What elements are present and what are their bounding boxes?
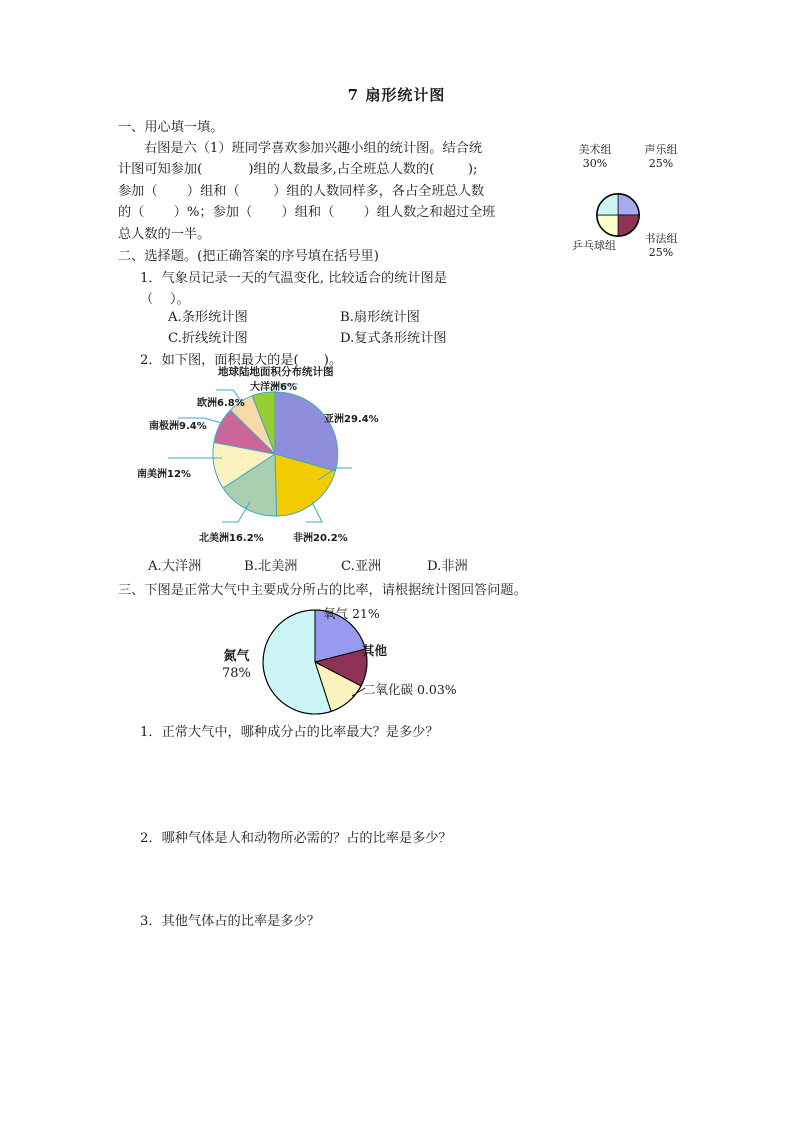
atmosphere-label-yangqi: 氧气 21% <box>323 606 380 621</box>
section3-question-1: 1．正常大气中，哪种成分占的比率最大？是多少？ <box>140 725 439 740</box>
interest-label-shengyue <box>634 143 688 171</box>
q2-option-a[interactable] <box>148 557 201 577</box>
q1-option-b-text: 扇形统计图 <box>353 310 420 325</box>
q2-option-c-key: C. <box>341 559 355 574</box>
section3-question-3: 3．其他气体占的比率是多少？ <box>140 914 320 929</box>
section3-heading: 三、下图是正常大气中主要成分所占的比率，请根据统计图回答问题。 <box>118 583 527 598</box>
q2-line1: 2．如下图，面积最大的是( )。 <box>140 353 343 368</box>
interest-groups-chart <box>540 135 730 275</box>
section3-question-2: 2．哪种气体是人和动物所必需的？占的比率是多少？ <box>140 831 452 846</box>
interest-label-shengyue-name: 声乐组 <box>644 143 678 156</box>
section2-heading: 二、选择题。(把正确答案的序号填在括号里) <box>118 249 379 264</box>
q1-option-a-key: A. <box>168 310 182 325</box>
q1-option-b-key: B. <box>340 310 354 325</box>
q1-option-d-key: D. <box>340 331 355 346</box>
q1-option-c-key: C. <box>168 331 182 346</box>
section1-para-line-1: 右图是六（1）班同学喜欢参加兴趣小组的统计图。结合统 <box>144 141 483 156</box>
interest-label-pingpang <box>564 239 624 253</box>
page-title: 7 扇形统计图 <box>347 86 446 104</box>
interest-label-pingpang-name: 乒乓球组 <box>572 239 616 252</box>
atmosphere-label-eryanghuatan: 二氧化碳 0.03% <box>363 682 457 697</box>
land-area-chart-title: 地球陆地面积分布统计图 <box>218 366 334 378</box>
interest-label-shufa-name: 书法组 <box>644 232 678 245</box>
atmosphere-label-qita: 其他 <box>362 643 388 658</box>
atmosphere-chart <box>205 600 495 705</box>
q1-option-c-text: 折线统计图 <box>181 331 248 346</box>
atmosphere-label-danqi: 氮气 78% <box>222 649 251 681</box>
q2-option-a-key: A. <box>148 559 162 574</box>
interest-label-meishu-name: 美术组 <box>578 143 612 156</box>
q2-option-c[interactable] <box>341 557 381 577</box>
q2-option-c-text: 亚洲 <box>354 559 382 574</box>
interest-label-shufa <box>634 232 688 260</box>
land-label-beimeizhou: 北美洲16.2% <box>199 533 264 544</box>
section1-heading: 一、用心填一填。 <box>118 120 224 135</box>
q2-option-d-text: 非洲 <box>441 559 468 574</box>
section1-para-line-4: 的（ ）%；参加（ ）组和（ ）组人数之和超过全班 <box>118 205 496 220</box>
q1-line2: （ ）。 <box>140 292 190 307</box>
q1-option-d-text: 复式条形统计图 <box>354 331 447 346</box>
q2-option-b[interactable] <box>244 557 297 577</box>
q2-option-d-key: D. <box>427 559 442 574</box>
interest-label-meishu <box>568 143 622 171</box>
q2-option-b-text: 北美洲 <box>257 559 298 574</box>
interest-label-shufa-pct: 25% <box>648 246 674 259</box>
q1-option-c[interactable] <box>168 329 248 349</box>
interest-label-meishu-pct: 30% <box>582 157 608 170</box>
land-label-ouzhou: 欧洲6.8% <box>197 398 245 409</box>
interest-label-shengyue-pct: 25% <box>648 157 674 170</box>
q1-line1: 1．气象员记录一天的气温变化, 比较适合的统计图是 <box>140 271 447 286</box>
land-label-nanmeizhou: 南美洲12% <box>137 469 191 480</box>
q1-option-d[interactable] <box>340 329 447 349</box>
land-label-feizhou: 非洲20.2% <box>293 533 348 544</box>
section1-para-line-5: 总人数的一半。 <box>118 227 211 242</box>
q1-option-a-text: 条形统计图 <box>181 310 248 325</box>
q2-option-a-text: 大洋洲 <box>161 559 202 574</box>
q1-option-b[interactable] <box>340 308 420 328</box>
q2-option-d[interactable] <box>427 557 468 577</box>
q2-option-b-key: B. <box>244 559 258 574</box>
section1-para-line-3: 参加（ ）组和（ ）组的人数同样多，各占全班总人数 <box>118 184 485 199</box>
land-area-chart <box>130 362 420 552</box>
section1-para-line-2: 计图可知参加( )组的人数最多,占全班总人数的( ); <box>118 162 478 177</box>
land-label-nanjizhou: 南极洲9.4% <box>149 421 207 432</box>
land-label-yazhou: 亚洲29.4% <box>324 414 379 425</box>
q1-option-a[interactable] <box>168 308 248 328</box>
land-label-dayangzhou: 大洋洲6% <box>250 382 297 393</box>
